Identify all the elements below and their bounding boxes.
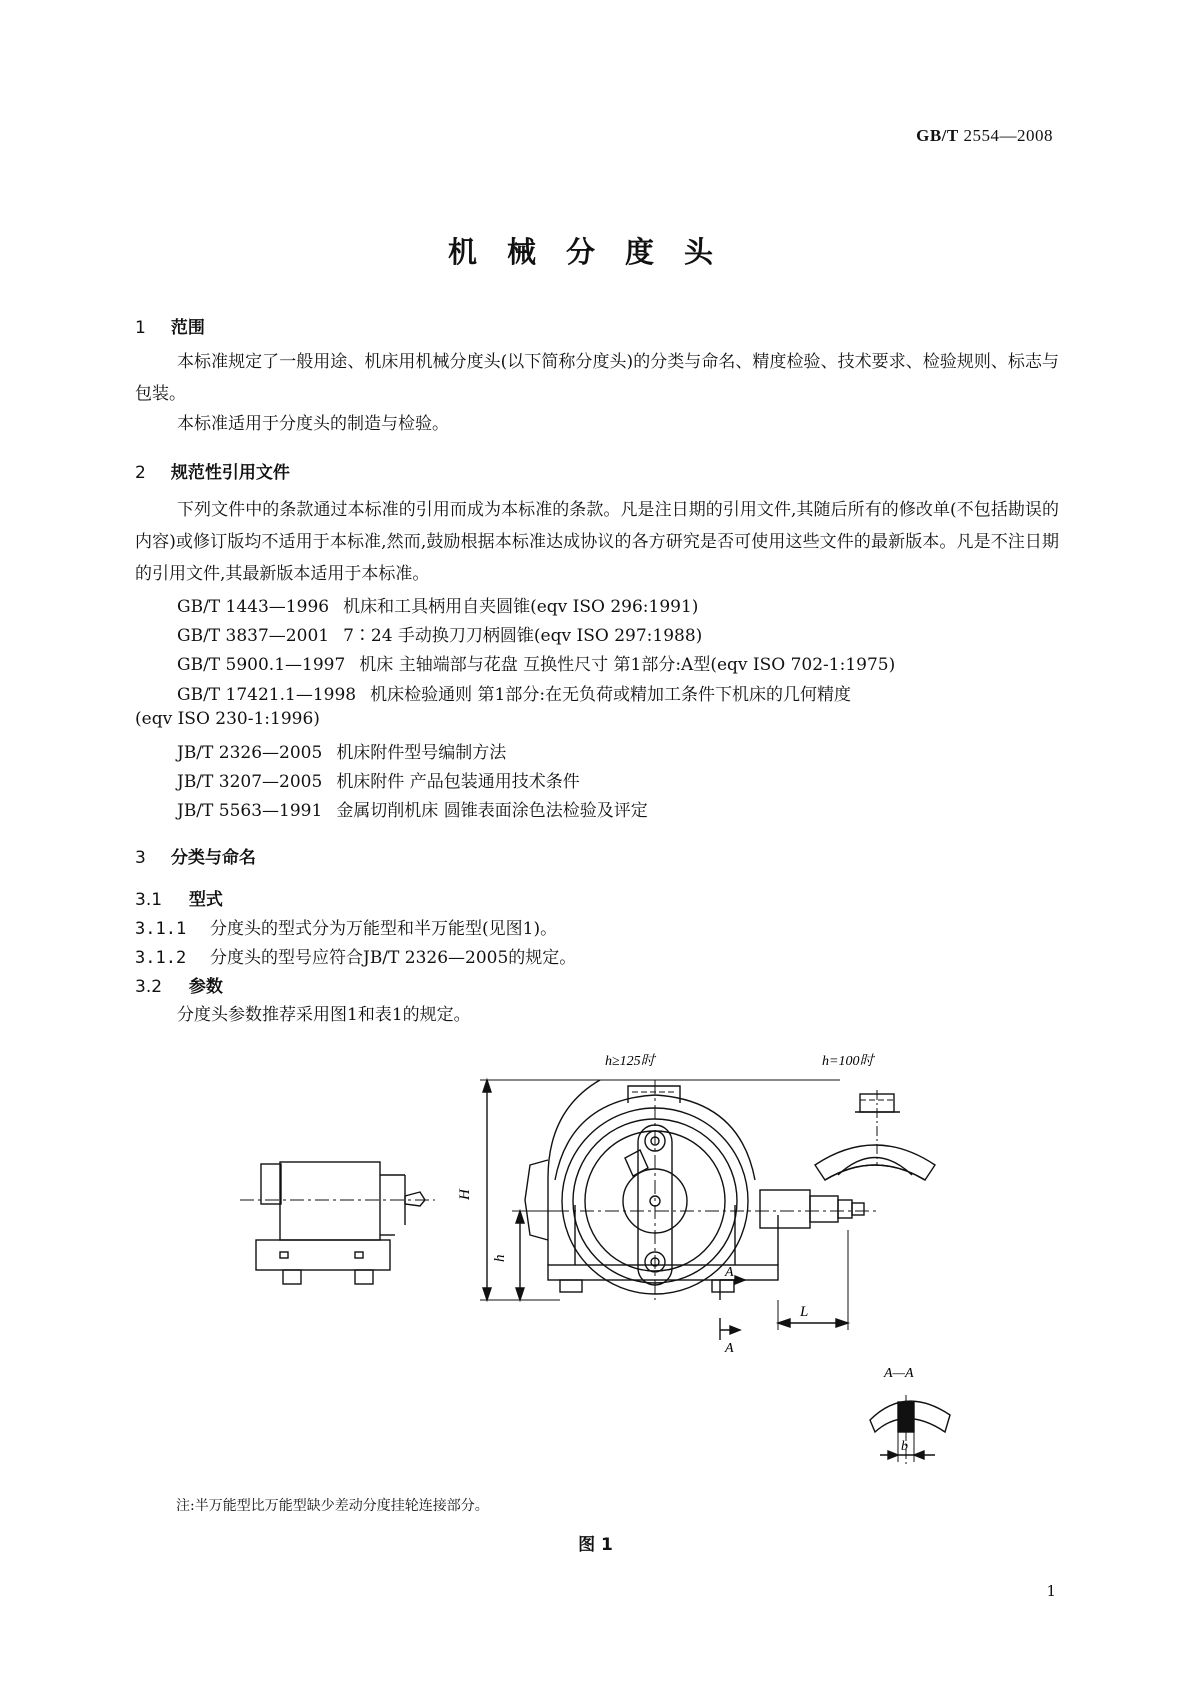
section-1-paragraph-1: 本标准规定了一般用途、机床用机械分度头(以下简称分度头)的分类与命名、精度检验、技术要求、检验规则、标志与包装。 [135,352,1059,404]
clause-number: 3.1.2 [135,948,187,968]
label-section-AA: A—A [884,1366,914,1381]
reference-text: 7∶24 手动换刀刀柄圆锥(eqv ISO 297:1988) [343,626,703,646]
reference-text: 机床检验通则 第1部分:在无负荷或精加工条件下机床的几何精度 [370,685,852,705]
page-title: 机械分度头 [447,235,743,269]
section-number: 3 [135,848,146,868]
section-2-intro: 下列文件中的条款通过本标准的引用而成为本标准的条款。凡是注日期的引用文件,其随后所有的修改单(不包括勘误的内容)或修订版均不适用于本标准,然而,鼓励根据本标准达成协议的各方研究是否可使用这些文件的最新版本。凡是不注日期的引用文件,其最新版本适用于本标准。 [135,500,1059,584]
reference-text: 机床 主轴端部与花盘 互换性尺寸 第1部分:A型(eqv ISO 702-1:1975) [359,655,896,675]
tailstock-base [256,1240,390,1270]
reference-text: 机床附件型号编制方法 [336,743,507,763]
label-h125: h≥125时 [605,1054,655,1069]
clause-number: 3.1.1 [135,919,187,939]
reference-code: JB/T 5563—1991 [177,801,323,821]
figure-note: 注:半万能型比万能型缺少差动分度挂轮连接部分。 [176,1498,489,1514]
section-3-2-text: 分度头参数推荐采用图1和表1的规定。 [177,1005,471,1025]
figure-caption: 图 1 [578,1535,613,1555]
section-title: 型式 [188,890,223,910]
reference-code: GB/T 3837—2001 [177,626,330,646]
section-1-paragraph-2: 本标准适用于分度头的制造与检验。 [177,414,449,434]
label-A-top: A [725,1265,734,1280]
label-H: H [457,1189,473,1200]
section-number: 3.1 [135,890,163,910]
label-A-bottom: A [725,1341,734,1356]
section-title: 规范性引用文件 [170,463,290,483]
section-number: 2 [135,463,146,483]
reference-code: GB/T 17421.1—1998 [177,685,357,705]
section-title: 范围 [170,318,205,338]
section-title: 参数 [188,977,223,997]
reference-text: 金属切削机床 圆锥表面涂色法检验及评定 [336,801,648,821]
label-L: L [800,1304,809,1320]
reference-text: 机床和工具柄用自夹圆锥(eqv ISO 296:1991) [343,597,699,617]
label-h100: h=100时 [822,1054,874,1069]
reference-code: GB/T 1443—1996 [177,597,330,617]
reference-text: 机床附件 产品包装通用技术条件 [336,772,580,792]
section-title: 分类与命名 [170,848,256,868]
reference-continuation: (eqv ISO 230-1:1996) [135,709,320,729]
clause-text: 分度头的型式分为万能型和半万能型(见图1)。 [210,919,558,939]
reference-code: JB/T 2326—2005 [177,743,323,763]
page-number: 1 [1046,1582,1056,1600]
label-h: h [492,1254,508,1262]
section-number: 1 [135,318,146,338]
standard-prefix: GB/T [916,126,959,145]
section-number: 3.2 [135,977,163,997]
reference-code: JB/T 3207—2005 [177,772,323,792]
label-b: b [901,1439,908,1454]
standard-number: 2554—2008 [963,126,1053,145]
clause-text: 分度头的型号应符合JB/T 2326—2005的规定。 [210,948,577,968]
tailstock-body [280,1162,380,1240]
reference-code: GB/T 5900.1—1997 [177,655,346,675]
